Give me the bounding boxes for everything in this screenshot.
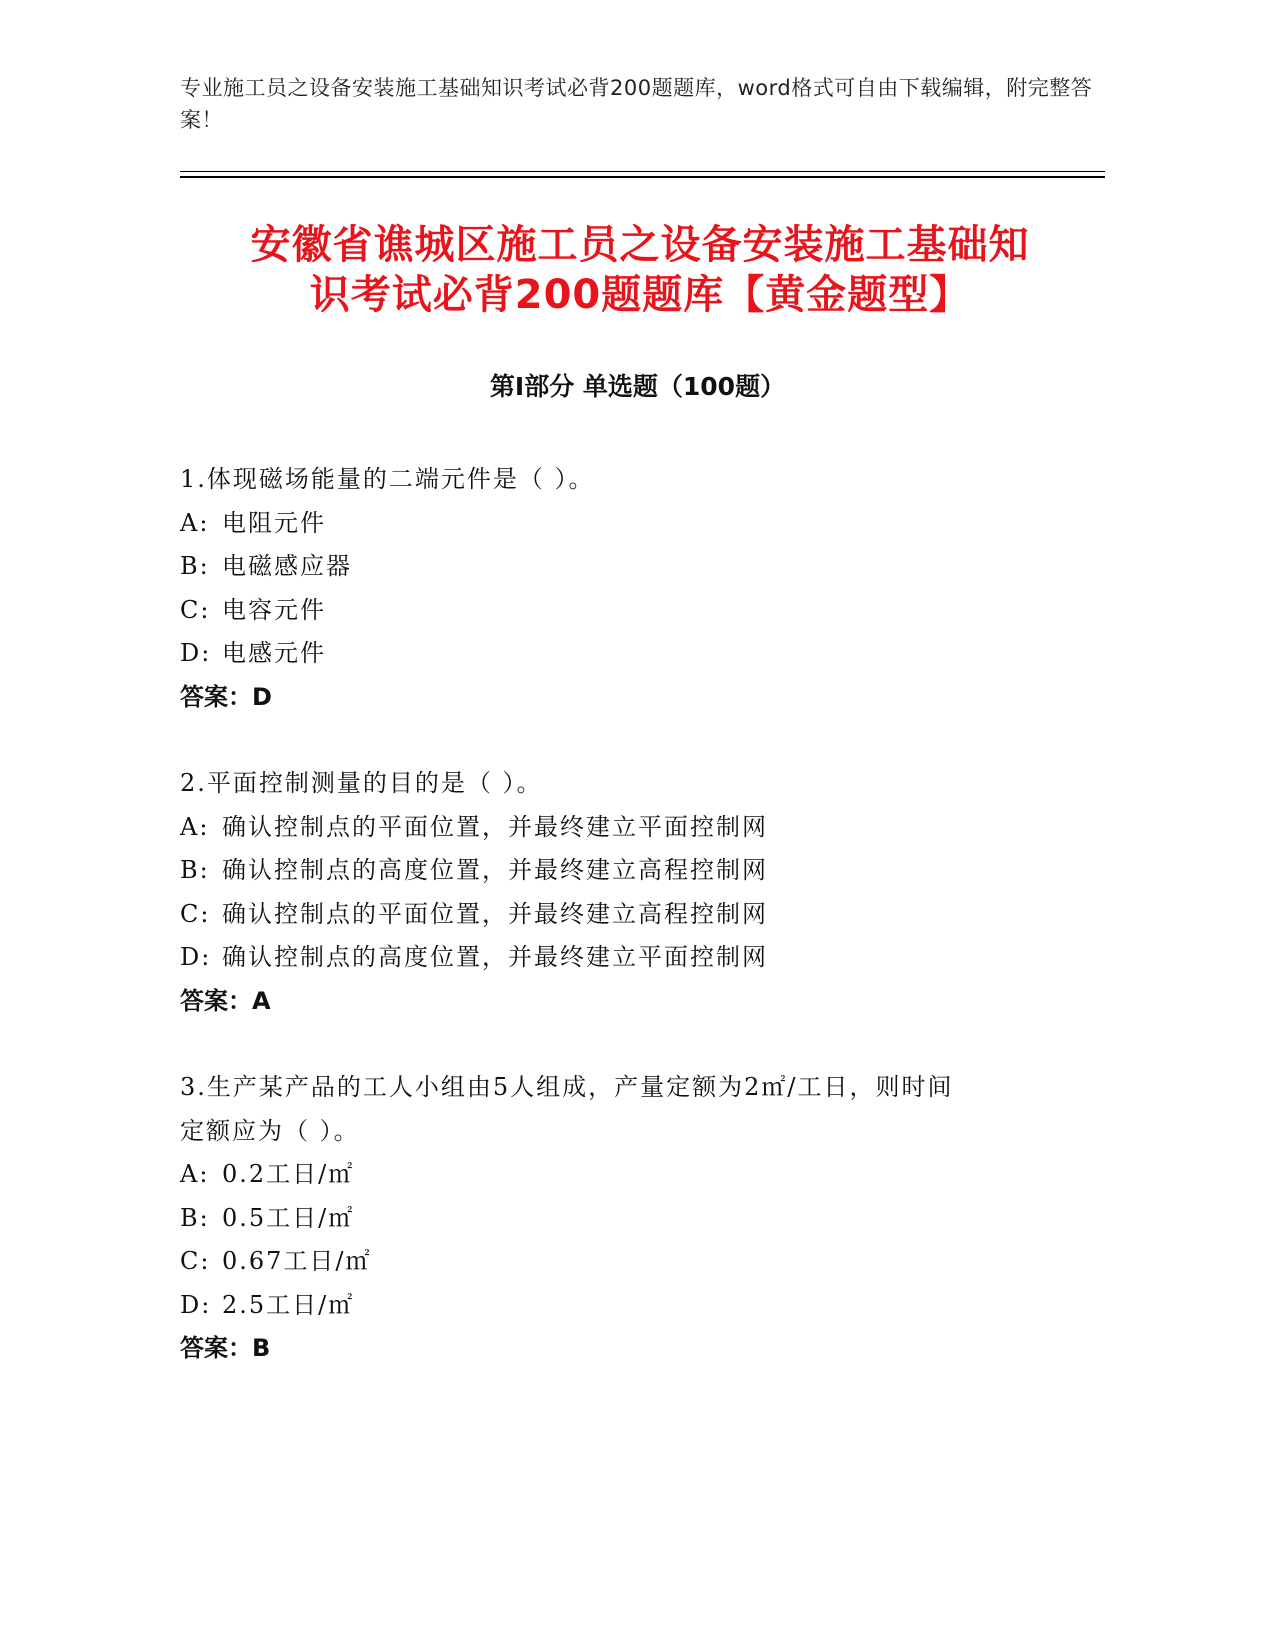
- title-line-1: 安徽省谯城区施工员之设备安装施工基础知: [250, 222, 1030, 268]
- option-d: [180, 632, 1040, 676]
- question-stem-line-1: 3.生产某产品的工人小组由5人组成，产量定额为2㎡/工日，则时间: [180, 1073, 954, 1101]
- answer-line: 答案：A: [180, 986, 271, 1015]
- option-c: [180, 1240, 1040, 1284]
- option-text: 电容元件: [222, 595, 326, 624]
- option-key: C:: [180, 899, 211, 928]
- option-text: 0.67工日/㎡: [222, 1247, 372, 1275]
- option-c: [180, 589, 1040, 633]
- question-list: [180, 458, 1040, 1414]
- option-key: A:: [180, 1160, 210, 1188]
- header-rule-thick: [180, 176, 1105, 178]
- answer-line: 答案：B: [180, 1334, 271, 1362]
- option-d: [180, 936, 1040, 980]
- option-key: D:: [180, 1290, 212, 1319]
- option-text: 确认控制点的平面位置，并最终建立平面控制网: [222, 812, 768, 841]
- question-stem: 1.体现磁场能量的二端元件是（ ）。: [180, 465, 595, 493]
- option-key: C:: [180, 1247, 211, 1275]
- section-heading: 第Ⅰ部分 单选题（100题）: [489, 372, 786, 401]
- option-text: 电感元件: [222, 639, 326, 667]
- title-line-2: 识考试必背200题题库【黄金题型】: [309, 272, 971, 318]
- option-text: 2.5工日/㎡: [222, 1290, 355, 1319]
- option-text: 0.2工日/㎡: [222, 1160, 355, 1188]
- option-key: D:: [180, 943, 212, 971]
- question-stem-line-2: 定额应为（ ）。: [180, 1116, 360, 1145]
- option-b: [180, 1197, 1040, 1241]
- question-1: [180, 458, 1040, 719]
- option-key: D:: [180, 639, 212, 667]
- option-b: [180, 545, 1040, 589]
- option-key: B:: [180, 856, 210, 884]
- option-a: [180, 806, 1040, 850]
- document-title: [190, 220, 1090, 320]
- option-text: 电阻元件: [222, 508, 326, 537]
- header-rule-thin: [180, 171, 1105, 172]
- option-text: 0.5工日/㎡: [222, 1203, 355, 1232]
- document-header: 专业施工员之设备安装施工基础知识考试必背200题题库，word格式可自由下载编辑，附完整答案！: [180, 76, 1093, 132]
- option-text: 确认控制点的高度位置，并最终建立平面控制网: [222, 943, 768, 971]
- option-a: [180, 1153, 1040, 1197]
- option-b: [180, 849, 1040, 893]
- option-a: [180, 502, 1040, 546]
- option-text: 确认控制点的高度位置，并最终建立高程控制网: [222, 856, 768, 884]
- option-d: [180, 1284, 1040, 1328]
- question-stem: 2.平面控制测量的目的是（ ）。: [180, 769, 543, 797]
- option-key: B:: [180, 552, 210, 580]
- option-key: C:: [180, 595, 211, 624]
- option-c: [180, 893, 1040, 937]
- question-2: [180, 762, 1040, 1023]
- option-key: A:: [180, 812, 210, 841]
- answer-line: 答案：D: [180, 682, 272, 711]
- option-text: 电磁感应器: [222, 552, 352, 580]
- option-text: 确认控制点的平面位置，并最终建立高程控制网: [222, 899, 768, 928]
- question-3: [180, 1066, 1040, 1371]
- option-key: A:: [180, 508, 210, 537]
- option-key: B:: [180, 1203, 210, 1232]
